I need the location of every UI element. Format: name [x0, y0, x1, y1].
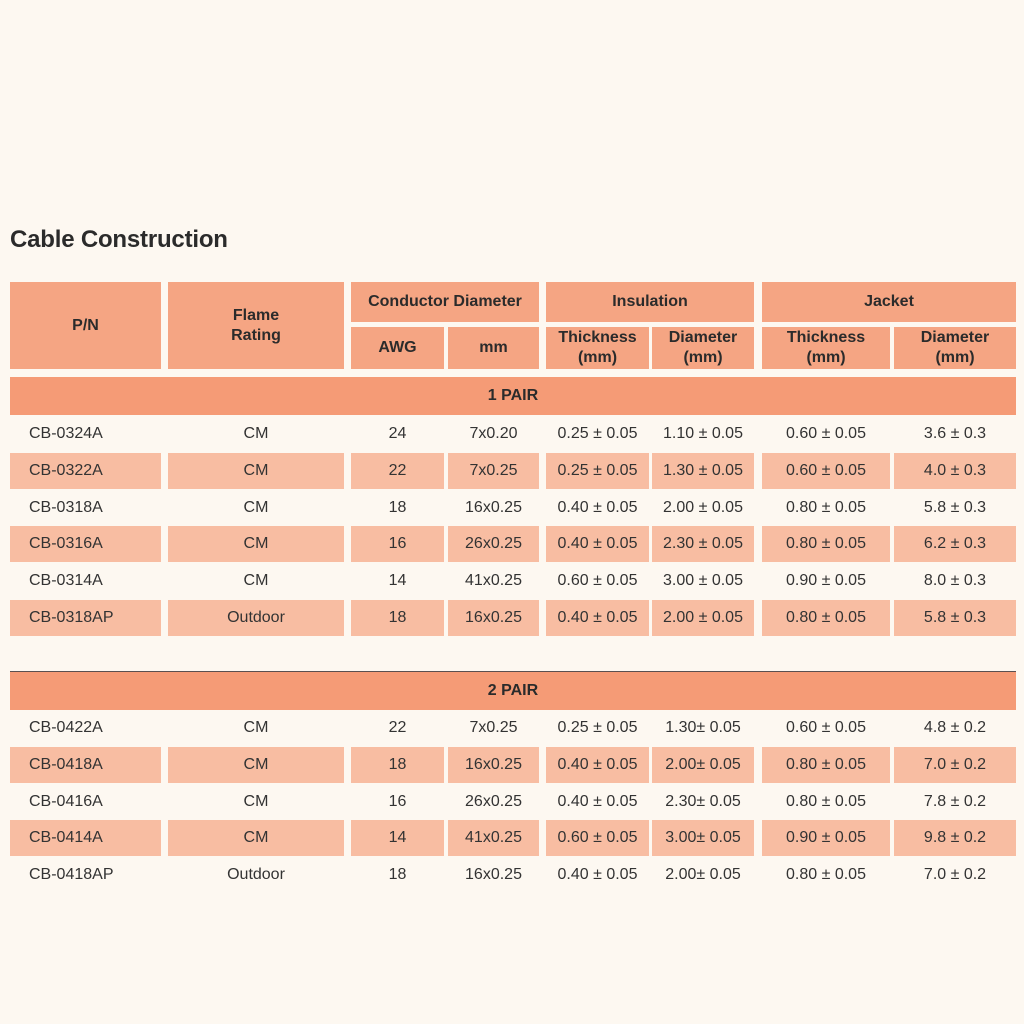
cell-flame-rating: CM — [243, 719, 269, 736]
cell-pn: CB-0318A — [29, 498, 103, 516]
cell-pn: CB-0422A — [29, 719, 103, 736]
cell-insulation-thickness: 0.25 ± 0.05 — [557, 719, 638, 736]
cell-insulation-diameter: 2.30 ± 0.05 — [652, 526, 754, 562]
cell-jacket-thickness: 0.60 ± 0.05 — [762, 453, 890, 489]
cell-pn: CB-0322A — [10, 453, 161, 489]
cell-insulation-thickness: 0.40 ± 0.05 — [546, 747, 649, 783]
cell-pn: CB-0316A — [10, 526, 161, 562]
cell-jacket-diameter: 4.0 ± 0.3 — [894, 453, 1016, 489]
cell-flame-rating: CM — [168, 747, 344, 783]
header-mm: mm — [448, 327, 539, 369]
header-insulation-diameter: Diameter (mm) — [652, 327, 754, 369]
cell-insulation-diameter: 2.00 ± 0.05 — [652, 600, 754, 636]
header-jacket-diameter: Diameter (mm) — [894, 327, 1016, 369]
cell-mm: 7x0.25 — [448, 453, 539, 489]
cell-mm: 41x0.25 — [465, 572, 522, 590]
cell-mm: 16x0.25 — [448, 600, 539, 636]
cell-awg: 18 — [351, 747, 444, 783]
header-insulation: Insulation — [546, 282, 754, 322]
cell-mm: 16x0.25 — [448, 747, 539, 783]
section-band-2-pair: 2 PAIR — [10, 672, 1016, 710]
cell-insulation-diameter: 3.00± 0.05 — [652, 820, 754, 856]
header-conductor-diameter: Conductor Diameter — [351, 282, 539, 322]
cell-insulation-thickness: 0.40 ± 0.05 — [546, 526, 649, 562]
cell-insulation-diameter: 3.00 ± 0.05 — [663, 572, 743, 590]
cell-insulation-thickness: 0.60 ± 0.05 — [546, 820, 649, 856]
cell-pn: CB-0324A — [29, 425, 103, 442]
cell-pn: CB-0314A — [29, 572, 103, 590]
cell-pn: CB-0414A — [10, 820, 161, 856]
cell-awg: 18 — [351, 600, 444, 636]
cell-insulation-diameter: 2.00± 0.05 — [665, 866, 741, 884]
cell-jacket-diameter: 7.0 ± 0.2 — [923, 866, 987, 884]
header-awg: AWG — [351, 327, 444, 369]
cell-mm: 7x0.25 — [469, 719, 518, 736]
cell-awg: 16 — [388, 792, 407, 810]
cell-flame-rating: CM — [243, 425, 269, 442]
cell-jacket-diameter: 8.0 ± 0.3 — [923, 572, 987, 590]
cell-jacket-diameter: 4.8 ± 0.2 — [923, 719, 987, 736]
cell-awg: 22 — [388, 719, 407, 736]
cell-flame-rating: CM — [168, 820, 344, 856]
cell-insulation-thickness: 0.25 ± 0.05 — [557, 425, 638, 442]
cell-awg: 16 — [351, 526, 444, 562]
cell-pn: CB-0418AP — [29, 866, 114, 884]
cell-jacket-thickness: 0.80 ± 0.05 — [762, 747, 890, 783]
cell-pn: CB-0418A — [10, 747, 161, 783]
cell-jacket-thickness: 0.90 ± 0.05 — [762, 820, 890, 856]
cell-flame-rating: CM — [243, 792, 269, 810]
header-jacket: Jacket — [762, 282, 1016, 322]
cell-flame-rating: Outdoor — [227, 866, 285, 884]
cell-jacket-thickness: 0.60 ± 0.05 — [786, 425, 866, 442]
cell-insulation-thickness: 0.40 ± 0.05 — [557, 498, 638, 516]
cell-jacket-thickness: 0.80 ± 0.05 — [786, 866, 866, 884]
page-title: Cable Construction — [10, 226, 228, 253]
cell-insulation-thickness: 0.40 ± 0.05 — [546, 600, 649, 636]
cell-insulation-diameter: 1.10 ± 0.05 — [663, 425, 743, 442]
cell-jacket-thickness: 0.60 ± 0.05 — [786, 719, 866, 736]
cell-flame-rating: Outdoor — [168, 600, 344, 636]
cell-jacket-thickness: 0.80 ± 0.05 — [786, 498, 866, 516]
cell-insulation-diameter: 2.00 ± 0.05 — [663, 498, 743, 516]
cell-jacket-diameter: 3.6 ± 0.3 — [923, 425, 987, 442]
cell-mm: 16x0.25 — [465, 498, 522, 516]
cell-insulation-thickness: 0.40 ± 0.05 — [557, 792, 638, 810]
cell-flame-rating: CM — [168, 453, 344, 489]
cell-jacket-thickness: 0.80 ± 0.05 — [762, 526, 890, 562]
cell-insulation-diameter: 2.00± 0.05 — [652, 747, 754, 783]
cell-insulation-thickness: 0.40 ± 0.05 — [557, 866, 638, 884]
cell-awg: 18 — [388, 498, 407, 516]
cell-jacket-diameter: 5.8 ± 0.3 — [923, 498, 987, 516]
cell-jacket-diameter: 7.0 ± 0.2 — [894, 747, 1016, 783]
cell-jacket-diameter: 5.8 ± 0.3 — [894, 600, 1016, 636]
cell-jacket-thickness: 0.90 ± 0.05 — [786, 572, 866, 590]
cell-jacket-diameter: 7.8 ± 0.2 — [923, 792, 987, 810]
header-insulation-thickness: Thickness (mm) — [546, 327, 649, 369]
cell-awg: 14 — [351, 820, 444, 856]
cell-insulation-thickness: 0.25 ± 0.05 — [546, 453, 649, 489]
cell-insulation-diameter: 1.30 ± 0.05 — [652, 453, 754, 489]
cell-mm: 26x0.25 — [465, 792, 522, 810]
cell-insulation-diameter: 1.30± 0.05 — [665, 719, 741, 736]
cell-insulation-thickness: 0.60 ± 0.05 — [557, 572, 638, 590]
cell-insulation-diameter: 2.30± 0.05 — [665, 792, 741, 810]
cell-jacket-thickness: 0.80 ± 0.05 — [762, 600, 890, 636]
cell-jacket-diameter: 9.8 ± 0.2 — [894, 820, 1016, 856]
section-band-1-pair: 1 PAIR — [10, 377, 1016, 415]
cell-mm: 7x0.20 — [469, 425, 518, 442]
cell-jacket-thickness: 0.80 ± 0.05 — [786, 792, 866, 810]
cell-awg: 14 — [388, 572, 407, 590]
cell-mm: 41x0.25 — [448, 820, 539, 856]
cell-awg: 22 — [351, 453, 444, 489]
cell-flame-rating: CM — [168, 526, 344, 562]
cell-mm: 26x0.25 — [448, 526, 539, 562]
cell-flame-rating: CM — [243, 572, 269, 590]
cell-flame-rating: CM — [243, 498, 269, 516]
cell-jacket-diameter: 6.2 ± 0.3 — [894, 526, 1016, 562]
header-pn: P/N — [10, 282, 161, 369]
cell-mm: 16x0.25 — [465, 866, 522, 884]
cell-pn: CB-0416A — [29, 792, 103, 810]
cell-awg: 24 — [388, 425, 407, 442]
cell-awg: 18 — [388, 866, 407, 884]
header-flame-rating: Flame Rating — [168, 282, 344, 369]
cell-pn: CB-0318AP — [10, 600, 161, 636]
header-jacket-thickness: Thickness (mm) — [762, 327, 890, 369]
